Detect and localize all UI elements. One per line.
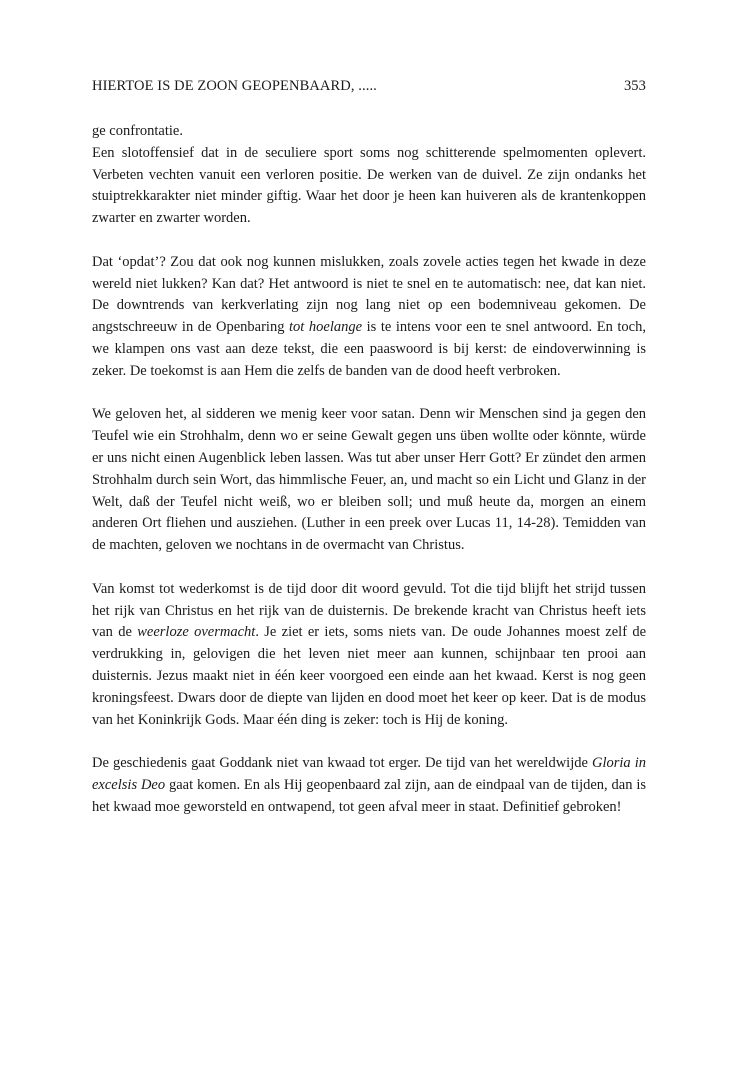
paragraph-luther-quote: We geloven het, al sidderen we menig keer voor satan. Denn wir Menschen sind ja gegen den Teufel wie ein Strohhalm, denn wo er seine Gewalt gegen uns üben wollte oder könnte, würde er uns nicht einen Augenblick leben lassen. Was tut aber unser Herr Gott? Er zündet den armen Strohhalm durch sein Wort, das himmlische Feuer, an, und macht so ein Licht und Glanz in der Welt, daß der Teufel nicht weiß, wo er bleiben soll; und muß heute da, morgen an einem anderen Ort fliehen und ausziehen. (Luther in een preek over Lucas 11, 14-28). Temidden van de machten, geloven we nochtans in de overmacht van Christus. <box>92 406 646 554</box>
italic-phrase: Gloria in excelsis Deo <box>92 755 647 793</box>
italic-phrase: tot hoelange <box>289 319 363 336</box>
paragraph-text: is te intens voor een te snel antwoord. En toch, we klampen ons vast aan deze tekst, die een paaswoord is bij kerst: de eindoverwinning is zeker. De toekomst is aan Hem die zelfs de banden van de dood heeft verbroken. <box>92 319 646 379</box>
paragraph-text: Dat ‘opdat’? Zou dat ook nog kunnen mislukken, zoals zovele acties tegen het kwade in deze wereld niet lukken? Kan dat? Het antwoord is niet te snel en te automatisch: nee, dat kan niet. De downtrends van kerkverlating zijn nog lang niet op een bodemniveau gekomen. De angstschreeuw in de Openbaring <box>92 253 646 336</box>
italic-phrase: weerloze overmacht <box>137 624 256 641</box>
paragraph-text: gaat komen. En als Hij geopenbaard zal zijn, aan de eindpaal van de tijden, dan is het kwaad moe geworsteld en ontwapend, tot geen afval meer in staat. Definitief gebroken! <box>92 776 646 815</box>
paragraph-text: De geschiedenis gaat Goddank niet van kwaad tot erger. De tijd van het wereldwijde <box>92 755 592 772</box>
body-text <box>92 121 646 819</box>
chapter-title: HIERTOE IS DE ZOON GEOPENBAARD, ..... <box>92 78 377 94</box>
paragraph-slotoffensief: Een slotoffensief dat in de seculiere sport soms nog schitterende spelmomenten oplevert. Verbeten vechten vanuit een verloren positie. De werken van de duivel. Ze zijn ondanks het stuiptrekkarakter niet minder giftig. Waar het door je heen kan huiveren als de krantenkoppen zwarter en zwarter worden. <box>92 144 646 227</box>
paragraph-text: Van komst tot wederkomst is de tijd door dit woord gevuld. Tot die tijd blijft het strijd tussen het rijk van Christus en het rijk van de duisternis. De brekende kracht van Christus heeft iets van de <box>92 580 646 641</box>
paragraph-continuation: ge confrontatie. <box>92 123 183 139</box>
paragraph-opdat <box>92 252 646 383</box>
paragraph-text: . Je ziet er iets, soms niets van. De oude Johannes moest zelf de verdrukking in, gelovigen die het leven niet meer aan kunnen, schijnbaar ten prooi aan duisternis. Jezus maakt niet in één keer voorgoed een einde aan het kwaad. Kerst is nog geen kroningsfeest. Dwars door de diepte van lijden en dood moet het keer op keer. Dat is de modus van het Koninkrijk Gods. Maar één ding is zeker: toch is Hij de koning. <box>92 624 647 728</box>
book-page <box>92 78 646 819</box>
page-number: 353 <box>623 78 646 94</box>
running-header <box>92 78 646 95</box>
paragraph-wederkomst <box>92 579 646 732</box>
paragraph-geschiedenis <box>92 753 646 818</box>
